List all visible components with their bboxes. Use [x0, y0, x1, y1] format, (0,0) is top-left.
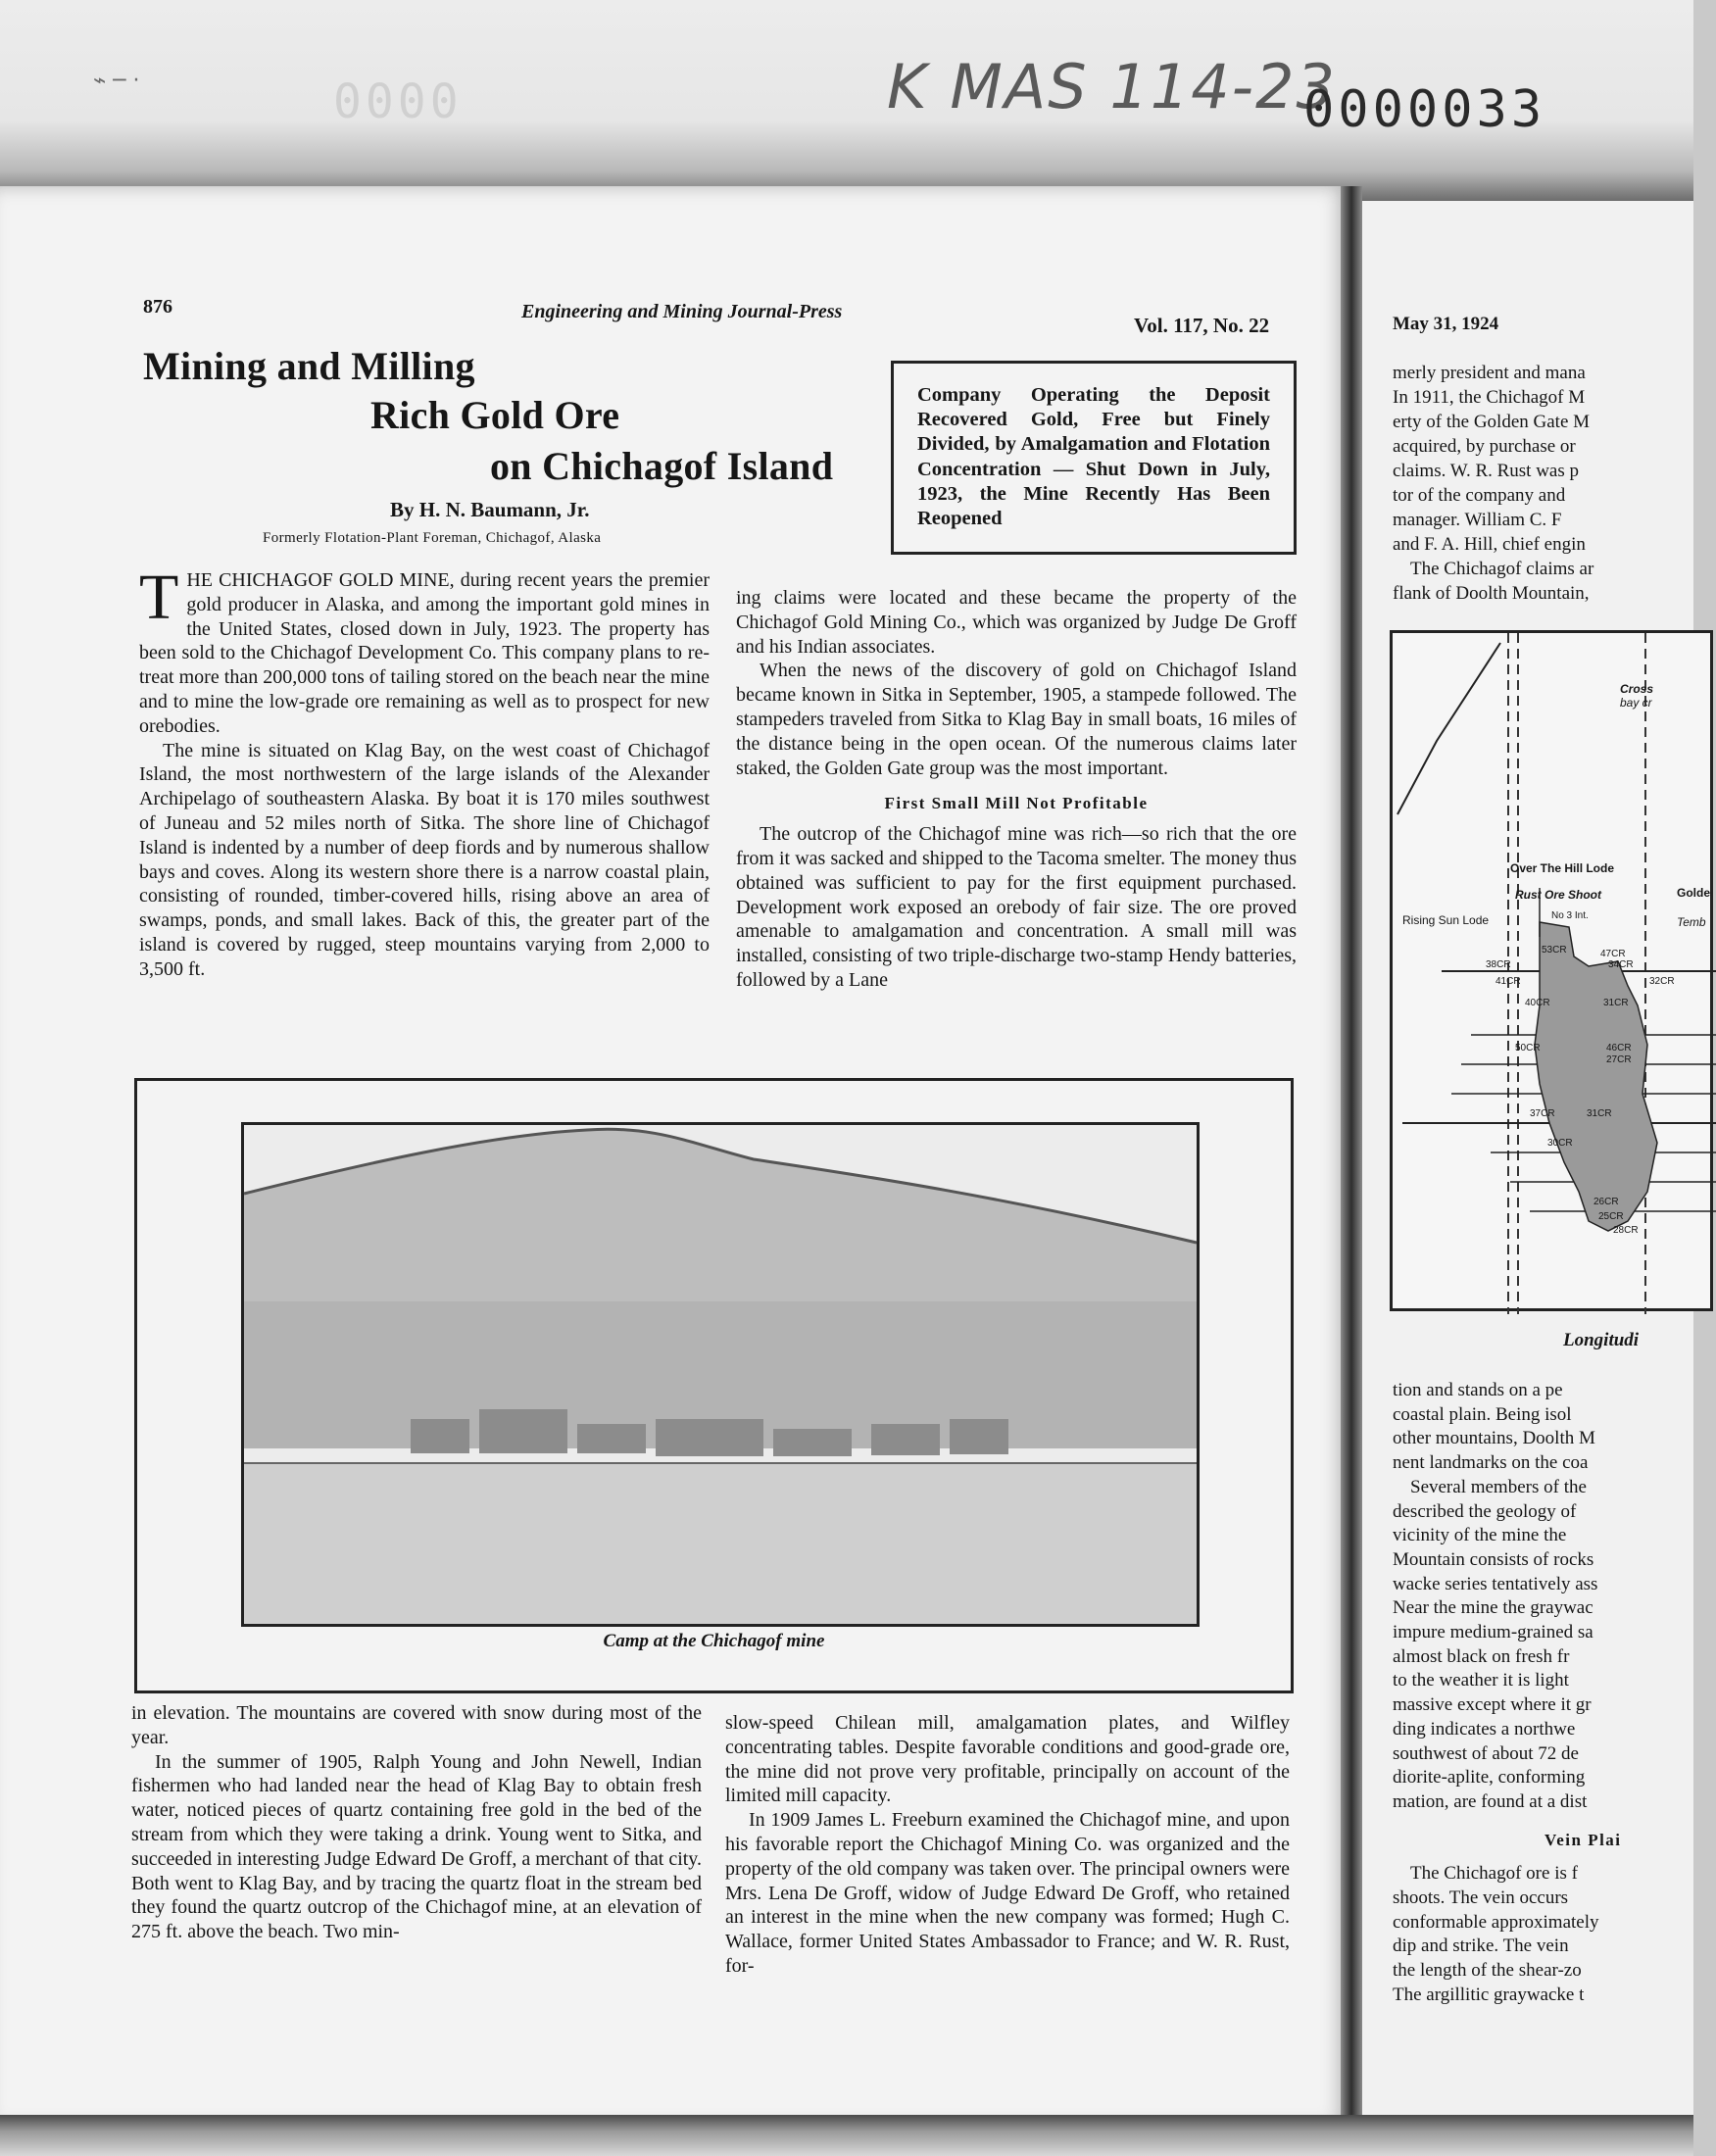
paragraph: ing claims were located and these became the property of the Chichagof Gold Mining Co., which was organized by Judge De Groff and his Indian associates.	[736, 587, 1297, 658]
diagram-label: 31CR	[1603, 998, 1629, 1008]
text-line: described the geology of	[1393, 1500, 1577, 1522]
column-4	[725, 1711, 1290, 1979]
paragraph: in elevation. The mountains are covered with snow during most of the year.	[131, 1702, 702, 1748]
bay-water	[244, 1463, 1197, 1624]
text-line: wacke series tentatively ass	[1393, 1573, 1598, 1594]
text-line: In 1911, the Chichagof M	[1393, 387, 1586, 408]
diagram-label: Over The Hill Lode	[1510, 861, 1615, 875]
text-line: nent landmarks on the coa	[1393, 1452, 1589, 1474]
text-line: acquired, by purchase or	[1393, 436, 1576, 457]
text-line: mation, are found at a dist	[1393, 1790, 1588, 1812]
volume-label: Vol. 117, No. 22	[1134, 314, 1270, 337]
article-title-line-2: Rich Gold Ore	[370, 393, 620, 437]
camp-photo-illustration	[244, 1125, 1197, 1624]
text-line: the length of the shear-zo	[1393, 1960, 1582, 1982]
ore-shoot-shape	[1535, 922, 1657, 1231]
diagram-label: Rising Sun Lode	[1402, 913, 1490, 927]
diagram-label: 25CR	[1598, 1211, 1624, 1222]
handwritten-reference: K MAS 114-23	[887, 51, 1337, 122]
diagram-label: 46CR	[1606, 1043, 1632, 1054]
text-line: dip and strike. The vein	[1393, 1936, 1569, 1957]
paragraph	[139, 562, 710, 739]
diagram-label: 28CR	[1613, 1225, 1639, 1236]
paragraph-text: HE CHICHAGOF GOLD MINE, during recent years the premier gold producer in Alaska, and among the important gold mines in the United States, closed down in July, 1923. The property has been sold to the Chichagof Development Co. This company plans to re-treat more than 200,000 tons of tailing stored on the beach near the mine and to mine the low-grade ore remaining as well as to prospect for new orebodies.	[139, 569, 710, 737]
text-line: The Chichagof ore is f	[1410, 1863, 1578, 1885]
right-page-subhead: Vein Plai	[1544, 1830, 1622, 1849]
text-line: conformable approximately	[1393, 1911, 1599, 1933]
stamp-number: 0000033	[1303, 80, 1546, 139]
article-title-line-1: Mining and Milling	[143, 344, 475, 388]
page-gutter	[1341, 186, 1362, 2127]
longitudinal-section-diagram	[1390, 630, 1713, 1311]
right-page-bottom-text	[1393, 1379, 1706, 2008]
author-credit: Formerly Flotation-Plant Foreman, Chichagof, Alaska	[263, 530, 602, 546]
text-line: Near the mine the graywac	[1393, 1597, 1593, 1619]
diagram-label: 37CR	[1530, 1108, 1555, 1119]
diagram-label: 27CR	[1606, 1054, 1632, 1065]
diagram-label: 41CR	[1495, 976, 1521, 987]
stamp-ghost-mark: 0000	[333, 74, 463, 129]
byline: By H. N. Baumann, Jr.	[390, 498, 590, 521]
text-line: vicinity of the mine the	[1393, 1525, 1567, 1546]
text-line: ding indicates a northwe	[1393, 1718, 1576, 1740]
diagram-label: 32CR	[1649, 976, 1675, 987]
text-line: tor of the company and	[1393, 485, 1566, 506]
diagram-lines	[1393, 633, 1716, 1314]
paragraph: slow-speed Chilean mill, amalgamation plates, and Wilfley concentrating tables. Despite favorable conditions and good-grade ore, the mine did not prove very profitable, principally on account of the limited mill capacity.	[725, 1712, 1290, 1807]
diagram-label: 26CR	[1593, 1197, 1619, 1207]
right-page-date: May 31, 1924	[1393, 314, 1499, 334]
text-line: flank of Doolth Mountain,	[1393, 583, 1590, 604]
paragraph: The mine is situated on Klag Bay, on the west coast of Chichagof Island, the most northwestern of the large islands of the Alexander Archipelago of southeastern Alaska. By boat it is 170 miles southwest of Juneau and 52 miles north of Sitka. The shore line of Chichagof Island is indented by a number of deep fiords and by numerous shallow bays and coves. Along its western shore there is a narrow coastal plain, consisting of rounded, timber-covered hills, rising above an area of swamps, ponds, and small lakes. Back of this, the greater part of the island is covered by rugged, steep mountains varying from 2,000 to 3,500 ft.	[139, 739, 710, 980]
text-line: Several members of the	[1410, 1476, 1587, 1497]
diagram-label: 31CR	[1587, 1108, 1612, 1119]
paragraph: When the news of the discovery of gold on Chichagof Island became known in Sitka in September, 1905, a stampede followed. The stampeders traveled from Sitka to Klag Bay in small boats, 16 miles of the distance being in the open ocean. Of the numerous claims later staked, the Golden Gate group was the most important.	[736, 660, 1297, 779]
summary-text: Company Operating the Deposit Recovered Gold, Free but Finely Divided, by Amalgamation and Flotation Concentration — Shut Down in July, 1923, the Mine Recently Has Been Reopened	[917, 384, 1270, 530]
paragraph: In 1909 James L. Freeburn examined the Chichagof mine, and upon his favorable report the Chichagof Mining Co. was organized and the property of the old company was taken over. The principal owners were Mrs. Lena De Groff, widow of Judge Edward De Groff, who retained an interest in the mine when the new company was formed; Hugh C. Wallace, former United States Ambassador to France; and W. R. Rust, for-	[725, 1809, 1290, 1977]
text-line: coastal plain. Being isol	[1393, 1403, 1572, 1425]
paragraph: In the summer of 1905, Ralph Young and John Newell, Indian fishermen who had landed near the head of Klag Bay to obtain fresh water, noticed pieces of quartz containing free gold in the bed of the stream from which they were taking a drink. Young went to Sitka, and succeeded in interesting Judge Edward De Groff, a merchant of that city. Both went to Klag Bay, and by tracing the quartz float in the stream bed they found the quartz outcrop of the Chichagof mine, at an elevation of 275 ft. above the beach. Two min-	[131, 1750, 703, 1943]
section-subhead: First Small Mill Not Profitable	[884, 794, 1149, 813]
diagram-label: 53CR	[1542, 945, 1567, 956]
text-line: tion and stands on a pe	[1393, 1380, 1563, 1400]
text-line: manager. William C. F	[1393, 510, 1562, 530]
diagram-label: Cross	[1620, 682, 1654, 696]
text-line: to the weather it is light	[1393, 1670, 1569, 1691]
text-line: merly president and mana	[1393, 363, 1586, 383]
diagram-label: No 3 Int.	[1551, 910, 1589, 921]
text-line: other mountains, Doolth M	[1393, 1428, 1595, 1449]
text-line: southwest of about 72 de	[1393, 1742, 1579, 1764]
text-line: massive except where it gr	[1393, 1694, 1592, 1716]
summary-box	[891, 361, 1297, 555]
diagram-label: 47CR	[1600, 949, 1626, 959]
text-line: erty of the Golden Gate M	[1393, 412, 1591, 432]
diagram-label: 34CR	[1608, 959, 1634, 970]
diagram-label: Temb	[1677, 915, 1706, 929]
margin-scribble: ⌁ ─ ·	[93, 69, 140, 93]
text-line: almost black on fresh fr	[1393, 1645, 1570, 1667]
journal-name: Engineering and Mining Journal-Press	[521, 301, 843, 322]
camp-photo	[241, 1122, 1200, 1627]
column-2	[736, 586, 1297, 993]
page-number: 876	[143, 296, 172, 318]
column-3	[131, 1701, 702, 1944]
text-line: diorite-aplite, conforming	[1393, 1767, 1586, 1788]
paragraph: The outcrop of the Chichagof mine was rich—so rich that the ore from it was sacked and shipped to the Tacoma smelter. The money thus obtained was sufficient to pay for the first equipment purchased. Development work exposed an orebody of fair size. The ore proved amenable to amalgamation and concentration. A small mill was installed, consisting of two triple-discharge two-stamp Hendy batteries, followed by a Lane	[736, 823, 1297, 991]
diagram-label: 30CR	[1547, 1138, 1573, 1149]
text-line: The argillitic graywacke t	[1393, 1984, 1585, 2005]
diagram-label: bay cr	[1620, 696, 1652, 710]
text-line: shoots. The vein occurs	[1393, 1887, 1569, 1909]
photo-caption: Camp at the Chichagof mine	[603, 1631, 825, 1651]
right-page-top-text	[1393, 361, 1706, 606]
text-line: The Chichagof claims ar	[1410, 559, 1594, 579]
diagram-label: Rust Ore Shoot	[1515, 888, 1602, 902]
diagram-label: 50CR	[1515, 1043, 1541, 1054]
diagram-label: Golde	[1677, 886, 1711, 900]
column-1	[139, 562, 710, 982]
text-line: claims. W. R. Rust was p	[1393, 461, 1580, 481]
drop-cap: T	[139, 562, 179, 633]
text-line: impure medium-grained sa	[1393, 1622, 1593, 1643]
text-line: Mountain consists of rocks	[1393, 1548, 1594, 1570]
text-line: and F. A. Hill, chief engin	[1393, 534, 1586, 555]
scan-bottom-margin	[0, 2115, 1693, 2156]
diagram-caption: Longitudi	[1563, 1330, 1640, 1350]
article-title-line-3: on Chichagof Island	[490, 444, 834, 488]
diagram-label: 38CR	[1486, 959, 1511, 970]
diagram-label: 40CR	[1525, 998, 1550, 1008]
